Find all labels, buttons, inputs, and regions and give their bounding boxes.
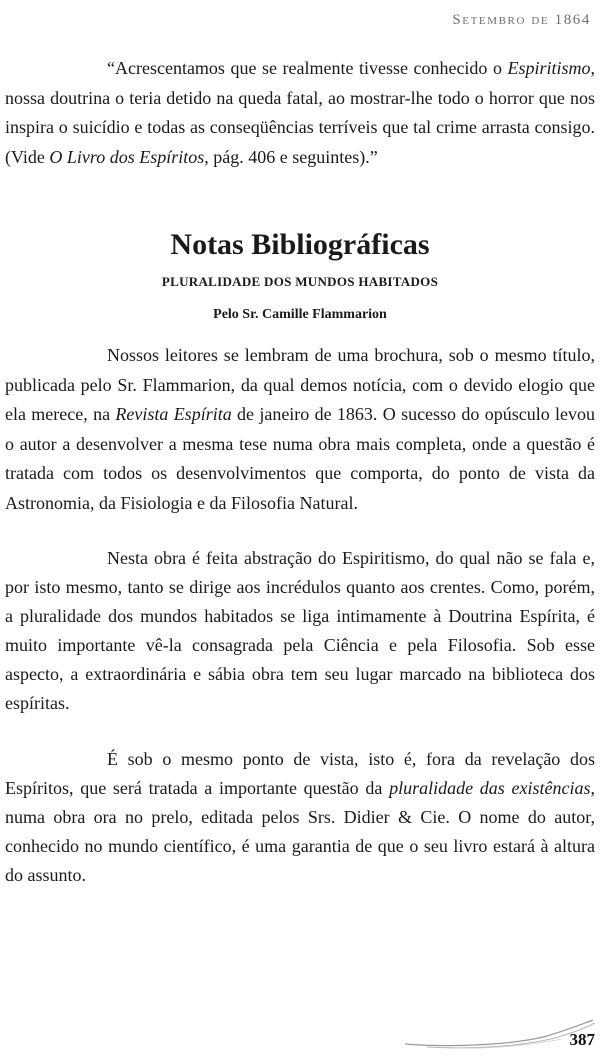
paragraph-1-text-1: Nossos leitores se lembram de uma brochura, sob o mesmo título, publicada pelo Sr. Flammarion, da qual demos notícia, com o devido elogio que ela merece, na <box>5 345 595 424</box>
section-byline: Pelo Sr. Camille Flammarion <box>213 307 387 322</box>
quote-text-3: , pág. 406 e seguintes).” <box>204 146 378 167</box>
paragraph-3-text-2: , numa obra ora no prelo, editada pelos Srs. Didier & Cie. O nome do autor, conhecido no mundo científico, é uma garantia de que o seu livro estará à altura do assunto. <box>5 778 595 885</box>
paragraph-3-text-1: É sob o mesmo ponto de vista, isto é, fora da revelação dos Espíritos, que será tratada a importante questão da <box>5 749 595 798</box>
page-content <box>5 54 595 890</box>
paragraph-3 <box>5 745 595 890</box>
folio-swoosh-ornament <box>397 1014 597 1054</box>
section-subtitle: PLURALIDADE DOS MUNDOS HABITADOS <box>161 274 439 289</box>
paragraph-2: Nesta obra é feita abstração do Espiritismo, do qual não se fala e, por isto mesmo, tanto se dirige aos incrédulos quanto aos crentes. Como, porém, a pluralidade dos mundos habitados se liga intimamente à Doutrina Espírita, é muito importante vê-la consagrada pela Ciência e pela Filosofia. Sob esse aspecto, a extraordinária e sábia obra tem seu lugar marcado na biblioteca dos espíritas. <box>5 548 595 713</box>
paragraph-3-italic: pluralidade das existências <box>389 778 591 798</box>
paragraph-1-italic: Revista Espírita <box>115 404 232 424</box>
quote-paragraph <box>5 54 595 172</box>
section-title: Notas Bibliográficas <box>170 228 430 261</box>
paragraph-1 <box>5 341 595 518</box>
page-folio <box>397 1014 597 1054</box>
page-number: 387 <box>569 1030 595 1049</box>
quote-text-1: “Acrescentamos que se realmente tivesse conhecido o <box>107 58 508 78</box>
quote-italic-livro: O Livro dos Espíritos <box>49 146 205 167</box>
quote-italic-espiritismo: Espiritismo <box>507 58 591 78</box>
paragraph-1-text-2: de janeiro de 1863. O sucesso do opúsculo levou o autor a desenvolver a mesma tese numa obra mais completa, onde a questão é tratada com todos os desenvolvimentos que comporta, do ponto de vista da Astronomia, da Fisiologia e da Filosofia Natural. <box>5 404 596 513</box>
running-head: Setembro de 1864 <box>452 12 591 28</box>
quote-text-2: , nossa doutrina o teria detido na queda fatal, ao mostrar-lhe todo o horror que nos inspira o suicídio e todas as conseqüências terríveis que tal crime arrasta consigo. (Vide <box>5 58 595 167</box>
